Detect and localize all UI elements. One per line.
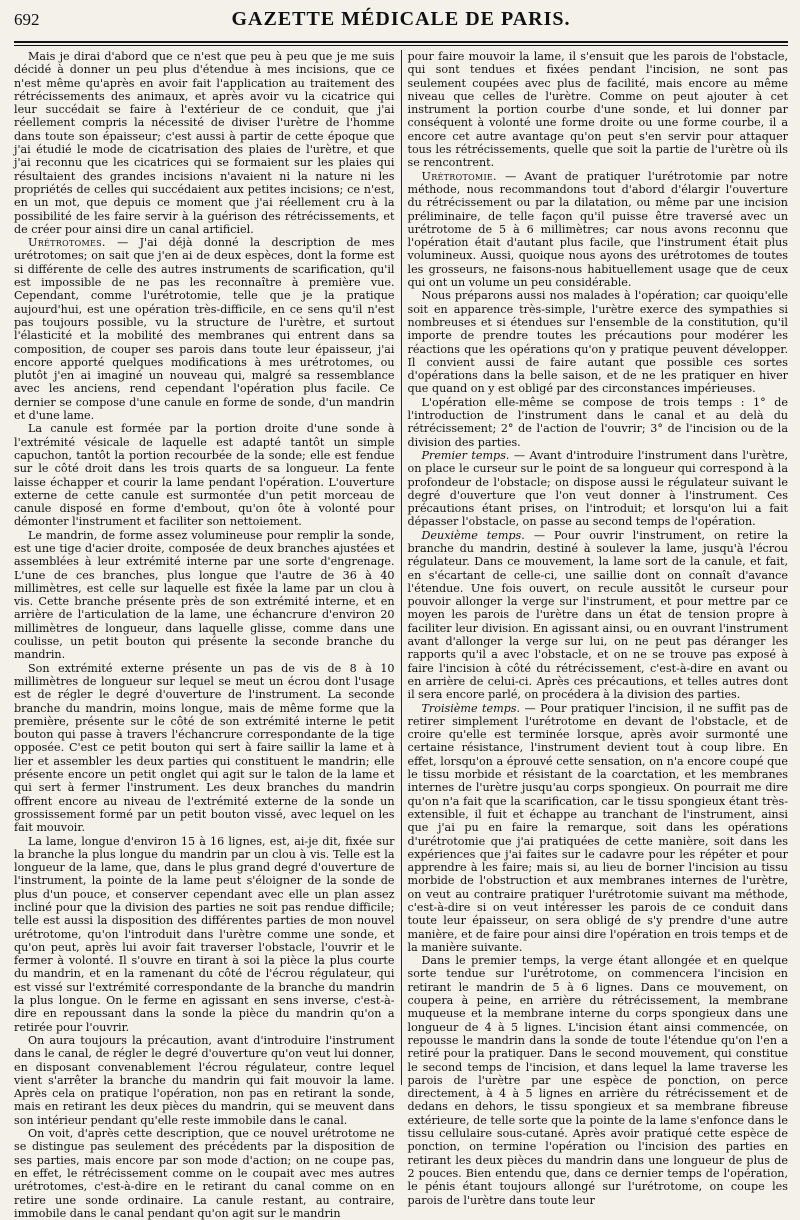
paragraph-text: — Avant d'introduire l'instrument dans l'urètre, on place le curseur sur le point de sa longueur qui correspond à la profondeur de l'obstacle; on dispose aussi le régulateur suivant le degré d'ouverture que l'on veut donner à l'instrument. Ces précautions étant prises, on l'introduit; et lorsqu'on lui a fait dépasser l'obstacle, on passe au second temps de l'opération.: [407, 448, 788, 529]
paragraph: [14, 1034, 395, 1127]
page-number: 692: [14, 10, 40, 29]
paragraph-text: On aura toujours la précaution, avant d'introduire l'instrument dans le canal, de régler le degré d'ouverture qu'on veut lui donner, en disposant convenablement l'écrou régulateur, contre lequel vient s'arrêter la branche du mandrin qui fait mouvoir la lame. Après cela on pratique l'opération, non pas en retirant la sonde, mais en retirant les deux pièces du mandrin, qui se meuvent dans son intérieur pendant qu'elle reste immobile dans le canal.: [14, 1033, 395, 1127]
header-rule: [14, 45, 788, 46]
text-columns: [14, 50, 788, 1220]
paragraph-text: La canule est formée par la portion droite d'une sonde à l'extrémité vésicale de laquelle est adapté tantôt un simple capuchon, tantôt la portion recourbée de la sonde; elle est fendue sur le côté droit dans les trois quarts de sa longueur. La fente laisse échapper et courir la lame pendant l'opération. L'ouverture externe de cette canule est surmontée d'un petit morceau de canule disposé en forme d'embout, qu'on ôte à volonté pour démonter l'instrument et faciliter son nettoiement.: [14, 422, 395, 529]
paragraph: [408, 396, 789, 449]
section-lead: Troisième temps.: [421, 701, 521, 715]
paragraph: [408, 449, 789, 529]
paragraph: [408, 954, 789, 1207]
paragraph: [14, 1127, 395, 1220]
paragraph-text: La lame, longue d'environ 15 à 16 lignes, est, ai-je dit, fixée sur la branche la plus longue du mandrin par un clou à vis. Telle est la longueur de la lame, que, dans le plus grand degré d'ouverture de l'instrument, la pointe de la lame peut s'éloigner de la sonde de plus d'un pouce, et conserver cependant avec elle un plan assez incliné pour que la division des parties ne soit pas rendue difficile; telle est aussi la disposition des différentes parties de mon nouvel urétrotome, qu'on l'introduit dans l'urètre comme une sonde, et qu'on peut, après lui avoir fait traverser l'obstacle, l'ouvrir et le fermer à volonté. Il s'ouvre en tirant à soi la pièce la plus courte du mandrin, et en la ramenant du côté de l'écrou régulateur, qui est vissé sur l'extrémité correspondante de la branche du mandrin la plus longue. On le ferme en agissant en sens inverse, c'est-à-dire en repoussant dans la sonde la pièce du mandrin qu'on a retirée pour l'ouvrir.: [14, 834, 395, 1034]
paragraph: [408, 50, 789, 170]
paragraph: [408, 702, 789, 955]
paragraph: [14, 50, 395, 236]
section-lead: Urétrotomes.: [28, 236, 106, 250]
paragraph: [14, 236, 395, 422]
paragraph-text: On voit, d'après cette description, que ce nouvel urétrotome ne se distingue pas seulement des précédents par la disposition de ses parties, mais encore par son mode d'action; on ne coupe pas, en effet, le rétrécissement comme on le coupait avec mes autres urétrotomes, c'est-à-dire en le retirant du canal comme on en retire une sonde ordinaire. La canule restant, au contraire, immobile dans le canal pendant qu'on agit sur le mandrin: [14, 1127, 395, 1220]
section-lead: Deuxième temps.: [421, 528, 525, 542]
paragraph-text: Le mandrin, de forme assez volumineuse pour remplir la sonde, est une tige d'acier droite, composée de deux branches ajustées et assemblées à leur extrémité interne par une sorte d'engrenage. L'une de ces branches, plus longue que l'autre de 36 à 40 millimètres, est celle sur laquelle est fixée la lame par un clou à vis. Cette branche présente près de son extrémité interne, et en arrière de l'articulation de la lame, une échancrure d'environ 20 millimètres de longueur, dans laquelle glisse, comme dans une coulisse, un petit bouton qui présente la seconde branche du mandrin.: [14, 528, 395, 662]
paragraph-text: Nous préparons aussi nos malades à l'opération; car quoiqu'elle soit en apparence très-simple, l'urètre exerce des sympathies si nombreuses et si étendues sur l'ensemble de la constitution, qu'il importe de prendre toutes les précautions pour modérer les réactions que les opérations qu'on y pratique peuvent développer. Il convient aussi de faire autant que possible ces sortes d'opérations dans la belle saison, et de ne les pratiquer en hiver que quand on y est obligé par des circonstances impérieuses.: [407, 289, 788, 396]
paragraph-text: — Avant de pratiquer l'urétrotomie par notre méthode, nous recommandons tout d'abord d'élargir l'ouverture du rétrécissement ou par la dilatation, ou même par une incision préliminaire, de telle façon qu'il puisse être traversé avec un urétrotome de 5 à 6 millimètres; car nous avons reconnu que l'opération était d'autant plus facile, que l'instrument était plus volumineux. Aussi, quoique nous ayons des urétrotomes de toutes les grosseurs, ne faisons-nous habituellement usage que de ceux qui ont un volume un peu considérable.: [407, 169, 788, 290]
section-lead: Premier temps.: [421, 448, 510, 462]
paragraph-text: — J'ai déjà donné la description de mes urétrotomes; on sait que j'en ai de deux espèces, dont la forme est si différente de celle des autres instruments de scarification, qu'il est impossible de ne pas les reconnaître à première vue. Cependant, comme l'urétrotomie, telle que je la pratique aujourd'hui, est une opération très-difficile, en ce sens qu'il n'est pas toujours possible, vu la structure de l'urètre, et surtout l'élasticité et la mobilité des membranes qui entrent dans sa composition, de couper ses parois dans toute leur épaisseur, j'ai encore apporté quelques modifications à mes urétrotomes, ou plutôt j'en ai imaginé un nouveau qui, malgré sa ressemblance avec les anciens, rend cependant l'opération plus facile. Ce dernier se compose d'une canule en forme de sonde, d'un mandrin et d'une lame.: [14, 236, 395, 423]
paragraph: [14, 835, 395, 1034]
paragraph: [14, 422, 395, 528]
paragraph-text: — Pour ouvrir l'instrument, on retire la branche du mandrin, destiné à soulever la lame, jusqu'à l'écrou régulateur. Dans ce mouvement, la lame sort de la canule, et fait, en s'écartant de celle-ci, une saillie dont on connaît d'avance l'étendue. Une fois ouvert, on recule aussitôt le curseur pour pouvoir allonger la verge sur l'instrument, et pour mettre par ce moyen les parois de l'urètre dans un état de tension propre à faciliter leur division. En agissant ainsi, ou en ouvrant l'instrument avant d'allonger la verge sur lui, on ne peut pas déranger les rapports qu'il a avec l'obstacle, et on ne se trouve pas exposé à faire l'incision à côté du rétrécissement, c'est-à-dire en avant ou en arrière de celui-ci. Après ces précautions, et telles autres dont il sera encore parlé, on procédera à la division des parties.: [407, 528, 788, 702]
left-column: [14, 50, 402, 1220]
paragraph-text: Son extrémité externe présente un pas de vis de 8 à 10 millimètres de longueur sur lequel se meut un écrou dont l'usage est de régler le degré d'ouverture de l'instrument. La seconde branche du mandrin, moins longue, mais de même forme que la première, présente sur le côté de son extrémité interne le petit bouton qui passe à travers l'échancrure correspondante de la tige opposée. C'est ce petit bouton qui sert à faire saillir la lame et à lier et assembler les deux parties qui constituent le mandrin; elle présente encore un petit onglet qui agit sur le talon de la lame et qui sert à fermer l'instrument. Les deux branches du mandrin offrent encore au niveau de l'extrémité externe de la sonde un grossissement formé par un petit bouton vissé, avec lequel on les fait mouvoir.: [14, 661, 395, 835]
page-header: [14, 8, 788, 43]
paragraph: [14, 662, 395, 835]
paragraph-text: Mais je dirai d'abord que ce n'est que peu à peu que je me suis décidé à donner un peu plus d'étendue à mes incisions, que ce n'est même qu'après en avoir fait l'application au traitement des rétrécissements des animaux, et après avoir vu la cicatrice qui leur succédait se faire à l'extérieur de ce conduit, que j'ai réellement compris la nécessité de diviser l'urètre de l'homme dans toute son épaisseur; c'est aussi à partir de cette époque que j'ai étudié le mode de cicatrisation des plaies de l'urètre, et que j'ai reconnu que les cicatrices qui se formaient sur les plaies qui résultaient des grandes incisions n'avaient ni la nature ni les propriétés de celles qui succédaient aux petites incisions; ce n'est, en un mot, que depuis ce moment que j'ai réellement cru à la possibilité de les faire servir à la guérison des rétrécissements, et de créer pour ainsi dire un canal artificiel.: [14, 50, 395, 236]
journal-title: GAZETTE MÉDICALE DE PARIS.: [231, 8, 571, 30]
paragraph-text: Dans le premier temps, la verge étant allongée et en quelque sorte tendue sur l'urétrotome, on commencera l'incision en retirant le mandrin de 5 à 6 lignes. Dans ce mouvement, on coupera à peine, en arrière du rétrécissement, la membrane muqueuse et la membrane interne du corps spongieux dans une longueur de 4 à 5 lignes. L'incision étant ainsi commencée, on repousse le mandrin dans la sonde de toute l'étendue qu'on l'en a retiré pour la pratiquer. Dans le second mouvement, qui constitue le second temps de l'incision, et dans lequel la lame traverse les parois de l'urètre par une espèce de ponction, on perce directement, à 4 à 5 lignes en arrière du rétrécissement et de dedans en dehors, le tissu spongieux et sa membrane fibreuse extérieure, de telle sorte que la pointe de la lame s'enfonce dans le tissu cellulaire sous-cutané. Après avoir pratiqué cette espèce de ponction, on termine l'opération ou l'incision des parties en retirant les deux pièces du mandrin dans une longueur de plus de 2 pouces. Bien entendu que, dans ce dernier temps de l'opération, le pénis étant toujours allongé sur l'urétrotome, on coupe les parois de l'urètre dans toute leur: [407, 954, 788, 1207]
paragraph: [14, 529, 395, 662]
paragraph-text: — Pour pratiquer l'incision, il ne suffit pas de retirer simplement l'urétrotome en devant de l'obstacle, et de croire qu'elle est terminée lorsque, après avoir surmonté une certaine résistance, l'instrument devient tout à coup libre. En effet, lorsqu'on a éprouvé cette sensation, on n'a encore coupé que le tissu morbide et résistant de la coarctation, et les membranes internes de l'urètre jusqu'au corps spongieux. On pourrait me dire qu'on n'a fait que la scarification, car le tissu spongieux étant très-extensible, il fuit et échappe au tranchant de l'instrument, ainsi que j'ai pu en faire la remarque, soit dans les opérations d'urétrotomie que j'ai pratiquées de cette manière, soit dans les expériences que j'ai faites sur le cadavre pour les répéter et pour apprendre à les faire; mais si, au lieu de borner l'incision au tissu morbide de l'obstruction et aux membranes internes de l'urètre, on veut au contraire pratiquer l'urétrotomie suivant ma méthode, c'est-à-dire si on veut intéresser les parois de ce conduit dans toute leur épaisseur, on sera obligé de s'y prendre d'une autre manière, et de faire pour ainsi dire l'opération en trois temps et de la manière suivante.: [407, 701, 788, 954]
section-lead: Urétrotomie.: [421, 169, 497, 183]
paragraph: [408, 529, 789, 702]
paragraph-text: L'opération elle-même se compose de trois temps : 1° de l'introduction de l'instrument dans le canal et au delà du rétrécissement; 2° de l'action de l'ouvrir; 3° de l'incision ou de la division des parties.: [407, 395, 788, 449]
paragraph-text: pour faire mouvoir la lame, il s'ensuit que les parois de l'obstacle, qui sont tendues et fixées pendant l'incision, ne sont pas seulement coupées avec plus de facilité, mais encore au même niveau que celles de l'urètre. Comme on peut ajouter à cet instrument la portion courbe d'une sonde, et lui donner par conséquent à volonté une forme droite ou une forme courbe, il a encore cet autre avantage qu'on peut s'en servir pour attaquer tous les rétrécissements, quelle que soit la partie de l'urètre où ils se rencontrent.: [407, 50, 788, 170]
paragraph: [408, 170, 789, 290]
right-column: [402, 50, 789, 1207]
paragraph: [408, 289, 789, 395]
